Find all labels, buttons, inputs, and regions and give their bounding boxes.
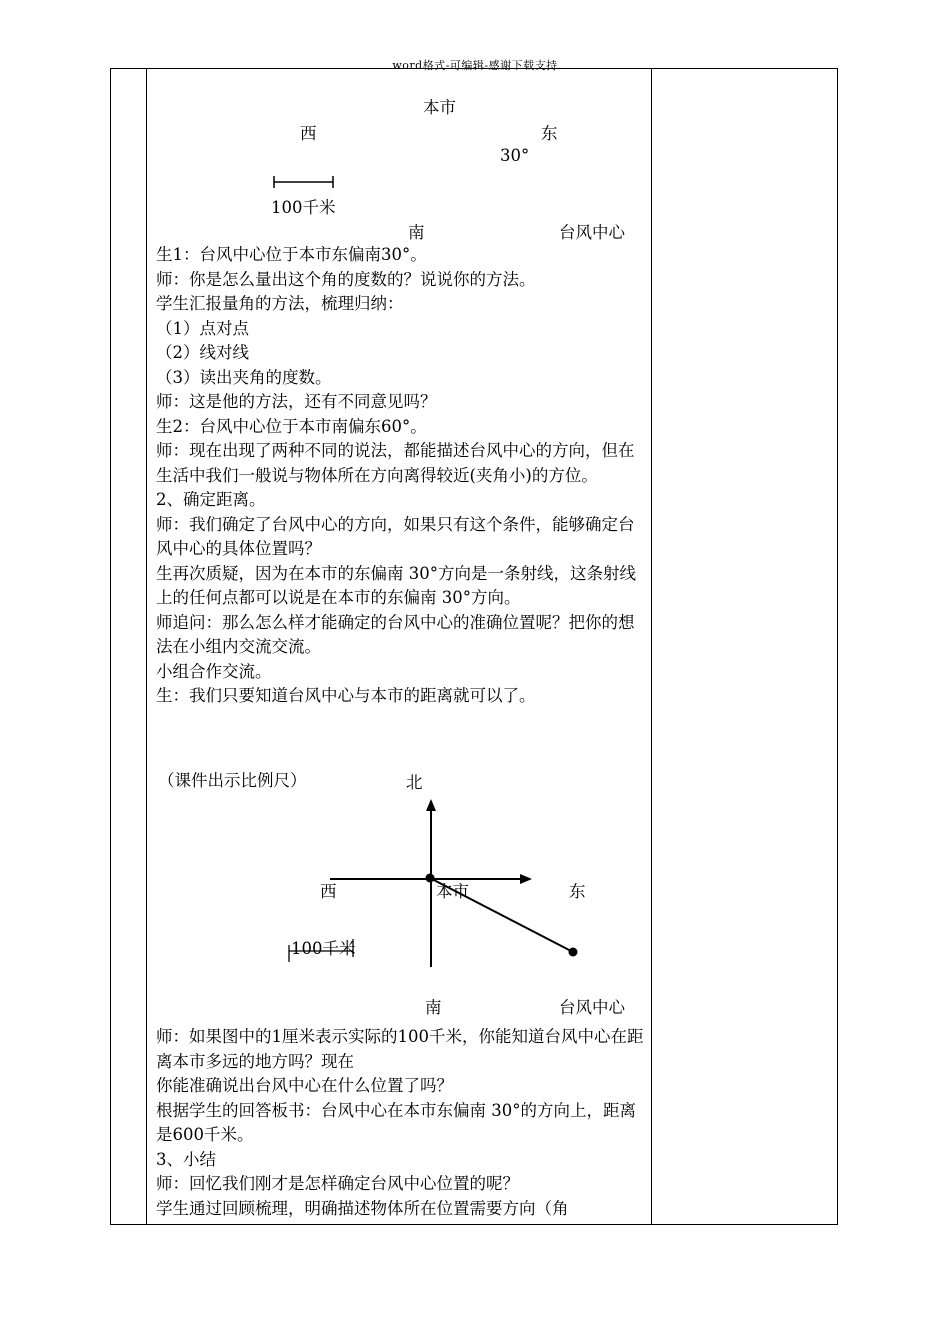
direction-diagram-2 bbox=[156, 765, 650, 1025]
table-column-divider-2 bbox=[651, 69, 652, 1224]
lesson-text-block-1 bbox=[156, 243, 650, 709]
paragraph: 生1：台风中心位于本市东偏南30°。 bbox=[156, 245, 427, 264]
courseware-note: （课件出示比例尺） bbox=[158, 771, 307, 790]
typhoon-center-label: 台风中心 bbox=[559, 998, 625, 1017]
paragraph: 生2：台风中心位于本市南偏东60°。 bbox=[156, 416, 427, 436]
paragraph: 学生汇报量角的方法，梳理归纳： bbox=[156, 294, 404, 313]
paragraph: （3）读出夹角的度数。 bbox=[156, 367, 332, 387]
lesson-text-block-2 bbox=[156, 1025, 650, 1221]
paragraph: 根据学生的回答板书：台风中心在本市东偏南 30°的方向上，距离是600千米。 bbox=[156, 1100, 636, 1144]
paragraph: （1）点对点 bbox=[156, 318, 249, 338]
typhoon-center-label: 台风中心 bbox=[559, 223, 625, 242]
south-label: 南 bbox=[408, 223, 425, 242]
paragraph: 师追问：那么怎么样才能确定的台风中心的准确位置呢？把你的想法在小组内交流交流。 bbox=[156, 612, 635, 656]
section-heading: 2、确定距离。 bbox=[156, 490, 266, 509]
paragraph: （2）线对线 bbox=[156, 343, 249, 362]
paragraph: 学生通过回顾梳理，明确描述物体所在位置需要方向（角 bbox=[156, 1198, 569, 1218]
scale-bar bbox=[273, 175, 335, 189]
city-label: 本市 bbox=[436, 882, 469, 901]
paragraph: 师：我们确定了台风中心的方向，如果只有这个条件，能够确定台风中心的具体位置吗？ bbox=[156, 514, 635, 558]
west-label: 西 bbox=[320, 882, 337, 901]
paragraph: 小组合作交流。 bbox=[156, 661, 272, 681]
direction-diagram-1 bbox=[156, 90, 650, 245]
page-header: word格式-可编辑-感谢下载支持 bbox=[392, 59, 558, 72]
table-border-left bbox=[110, 69, 111, 1224]
paragraph: 你能准确说出台风中心在什么位置了吗？ bbox=[156, 1076, 453, 1095]
scale-label: 100千米 bbox=[271, 198, 336, 217]
table-border-right bbox=[837, 69, 838, 1224]
paragraph: 师：这是他的方法，还有不同意见吗？ bbox=[156, 392, 437, 411]
east-label: 东 bbox=[541, 124, 558, 143]
east-label: 东 bbox=[569, 882, 586, 901]
scale-label: 100千米 bbox=[291, 939, 356, 958]
paragraph: 师：你是怎么量出这个角的度数的？说说你的方法。 bbox=[156, 269, 536, 289]
angle-label: 30° bbox=[500, 146, 530, 165]
section-heading: 3、小结 bbox=[156, 1149, 216, 1169]
north-label: 北 bbox=[406, 773, 423, 792]
table-column-divider-1 bbox=[146, 69, 147, 1224]
paragraph: 生再次质疑，因为在本市的东偏南 30°方向是一条射线，这条射线上的任何点都可以说是在本市的东偏南 30°方向。 bbox=[156, 563, 636, 607]
paragraph: 生：我们只要知道台风中心与本市的距离就可以了。 bbox=[156, 686, 536, 705]
city-label: 本市 bbox=[423, 98, 456, 117]
paragraph: 师：现在出现了两种不同的说法，都能描述台风中心的方向，但在生活中我们一般说与物体所在方向离得较近(夹角小)的方位。 bbox=[156, 441, 635, 485]
west-label: 西 bbox=[300, 124, 317, 143]
paragraph: 师：回忆我们刚才是怎样确定台风中心位置的呢？ bbox=[156, 1174, 519, 1193]
south-label: 南 bbox=[425, 998, 442, 1017]
paragraph: 师：如果图中的1厘米表示实际的100千米，你能知道台风中心在距离本市多远的地方吗？现在 bbox=[156, 1027, 644, 1071]
